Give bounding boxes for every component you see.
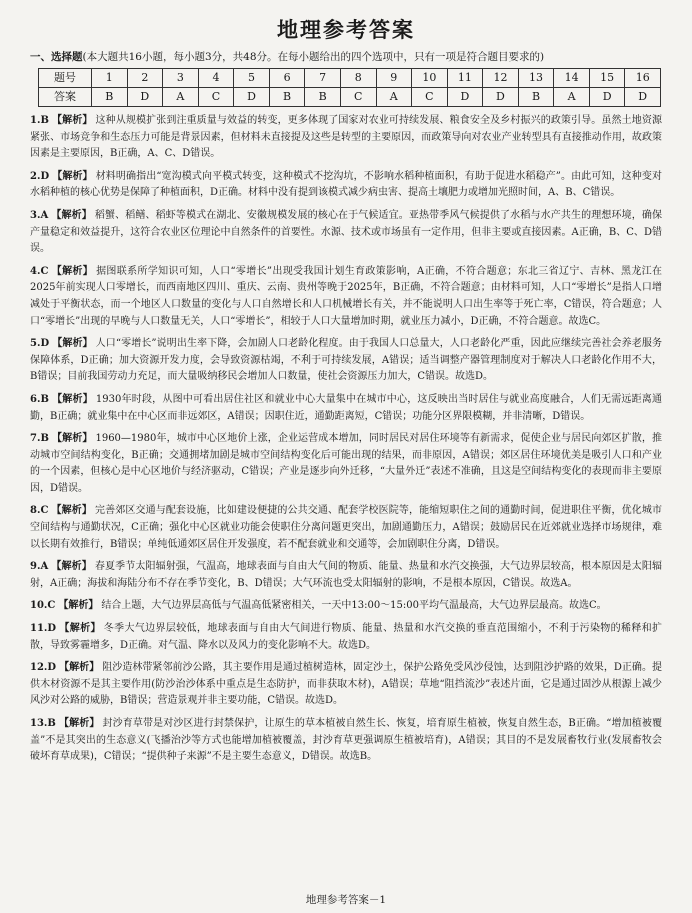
item-text: 结合上题，大气边界层高低与气温高低紧密相关，一天中13:00～15:00平均气温最高，大气边界层最高。故选C。 <box>101 600 607 612</box>
explanation-item <box>30 559 662 592</box>
question-number-cell: 5 <box>234 69 270 88</box>
answer-cell: B <box>269 88 305 107</box>
explanation-item <box>30 392 662 425</box>
explanation-item <box>30 264 662 330</box>
section-description: (本大题共16小题，每小题3分，共48分。在每小题给出的四个选项中，只有一项是符合题目要求的) <box>82 51 545 63</box>
analysis-tag: 【解析】 <box>51 115 93 126</box>
analysis-tag: 【解析】 <box>58 600 99 612</box>
analysis-tag: 【解析】 <box>52 338 93 350</box>
row-header-answer: 答案 <box>39 88 92 107</box>
question-number-cell: 3 <box>163 69 199 88</box>
explanation-item <box>30 113 662 163</box>
analysis-tag: 【解析】 <box>51 433 93 445</box>
answer-cell: A <box>554 88 590 107</box>
item-text: 阻沙造林带紧邻前沙公路，其主要作用是通过植树造林，固定沙土，保护公路免受风沙侵蚀，达到阻沙护路的效果，D正确。提供木材资源不是其主要作用(防沙治沙体系中重点是生态防护，而非获取木材)，A错误；草地“阻挡流沙”表述片面，它是通过固沙从根源上减少风沙对公路的威胁，B错误；营造景观并非主要功能，C错误。故选D。 <box>30 662 662 707</box>
analysis-tag: 【解析】 <box>52 170 93 182</box>
item-text: 人口“零增长”说明出生率下降，会加剧人口老龄化程度。由于我国人口总量大，人口老龄化严重，因此应继续完善社会养老服务保障体系，D正确；加大资源开发力度，会导致资源枯竭，不利于可持续发展，A错误；适当调整产器管理制度对于解决人口老龄化作用不大，B错误；目前我国劳动力充足，而大量吸纳移民会增加人口数量，使社会资源压力加大，C错误。故选D。 <box>30 338 662 383</box>
question-number-cell: 13 <box>518 69 554 88</box>
explanation-item <box>30 598 662 615</box>
item-text: 1930年时段，从图中可看出居住社区和就业中心大量集中在城市中心，这反映出当时居住与就业高度融合，人们无需远距离通勤，B正确；就业集中在中心区而非远郊区，A错误；因职住近，通勤距离短，C错误；功能分区界限模糊，并非清晰，D错误。 <box>30 393 663 422</box>
page-footer: 地理参考答案－1 <box>305 894 387 906</box>
question-number-cell: 4 <box>198 69 234 88</box>
question-number-cell: 11 <box>447 69 483 88</box>
answer-cell: D <box>447 88 483 107</box>
explanation-item <box>30 431 662 497</box>
analysis-tag: 【解析】 <box>59 623 101 635</box>
item-number: 12.D <box>30 662 57 674</box>
item-number: 8.C <box>30 505 49 517</box>
row-header-number: 题号 <box>39 69 92 88</box>
analysis-tag: 【解析】 <box>58 718 100 729</box>
explanation-item <box>30 336 662 386</box>
item-number: 7.B <box>30 433 49 445</box>
item-number: 11.D <box>30 623 57 635</box>
question-number-cell: 12 <box>483 69 519 88</box>
answer-cell: C <box>198 88 234 107</box>
explanation-item <box>30 169 662 202</box>
item-text: 冬季大气边界层较低，地球表面与自由大气间进行物质、能量、热量和水汽交换的垂直范围缩小，不利于污染物的稀释和扩散，导致雾霾增多，D正确。对气温、降水以及风力的变化影响不大。故选D。 <box>30 623 663 651</box>
item-number: 9.A <box>30 561 49 573</box>
analysis-tag: 【解析】 <box>51 209 92 221</box>
item-number: 3.A <box>30 209 49 221</box>
answer-cell: C <box>412 88 448 107</box>
item-text: 稻蟹、稻鳝、稻虾等模式在湖北、安徽规模发展的核心在于气候适宜。亚热带季风气候提供了水稻与水产共生的理想环境，确保产量稳定和效益提升，这符合农业区位理论中自然条件的首要性。水源、技术或市场虽有一定作用，但非主要或直接因素。A正确，B、C、D错误。 <box>30 209 663 255</box>
explanation-item <box>30 716 662 766</box>
analysis-tag: 【解析】 <box>51 561 92 573</box>
question-number-cell: 7 <box>305 69 341 88</box>
analysis-tag: 【解析】 <box>51 393 93 405</box>
answer-table <box>38 68 661 107</box>
item-text: 材料明确指出“宽沟模式向平模式转变，这种模式不挖沟坑，不影响水稻种植面积，有助于促进水稻稳产”。由此可知，这种变对水稻种植的核心优势是保障了种植面积，D正确。材料中没有提到该模式减少病虫害、提高土壤肥力或增加光照时间，A、B、C错误。 <box>30 170 662 199</box>
answer-cell: B <box>305 88 341 107</box>
answer-row <box>39 88 661 107</box>
item-text: 据图联系所学知识可知，人口“零增长”出现受我国计划生育政策影响，A正确，不符合题意；东北三省辽宁、吉林、黑龙江在2025年前实现人口零增长，而西南地区四川、重庆、云南、贵州等晚于2025年，B正确，不符合题意；由材料可知，人口“零增长”是指人口增减处于平衡状态，而一个地区人口数量的变化与人口自然增长和人口机械增长有关，并不能说明人口出生率等于死亡率，C错误，符合题意；人口“零增长”出现的早晚与人口数量无关，人口“零增长”，相较于人口大量增加时期，就业压力减小，D正确，不符合题意。故选C。 <box>30 265 663 327</box>
question-number-cell: 8 <box>340 69 376 88</box>
answer-cell: D <box>625 88 661 107</box>
question-number-cell: 6 <box>269 69 305 88</box>
question-number-cell: 10 <box>412 69 448 88</box>
item-text: 春夏季节太阳辐射强，气温高，地球表面与自由大气间的物质、能量、热量和水汽交换强，大气边界层较高，根本原因是太阳辐射，A正确；海拔和海陆分布不存在季节变化，B、D错误；大气环流也受太阳辐射的影响，不是根本原因，C错误。故选A。 <box>30 561 663 589</box>
explanation-item <box>30 660 662 710</box>
analysis-tag: 【解析】 <box>51 505 93 517</box>
answer-cell: B <box>518 88 554 107</box>
item-number: 5.D <box>30 338 50 350</box>
explanation-item <box>30 503 662 553</box>
question-number-cell: 15 <box>589 69 625 88</box>
answer-cell: D <box>589 88 625 107</box>
item-number: 4.C <box>30 265 49 277</box>
question-number-cell: 2 <box>127 69 163 88</box>
item-text: 这种从规模扩张到注重质量与效益的转变，更多体现了国家对农业可持续发展、粮食安全及乡村振兴的政策引导。虽然土地资源紧张、市场竞争和生态压力可能是背景因素，但材料未直接提及这些是转型的主要原因，而政策导向对农业产业转型具有直接推动作用，故政策因素是主要原因，B正确，A、C、D错误。 <box>30 115 663 160</box>
answer-cell: D <box>234 88 270 107</box>
item-text: 1960—1980年，城市中心区地价上涨，企业运营成本增加，同时居民对居住环境等有新需求，促使企业与居民向郊区扩散，推动城市空间结构变化，B正确；交通拥堵加剧是城市空间结构变化后可能出现的结果，而非原因，A错误；郊区居住环境优美是吸引人口和产业的一个因素，但核心是中心区地价与经济驱动，C错误；产业是逐步向外迁移，“大量外迁”表述不准确，且这是空间结构变化的表现而非主要原因，D错误。 <box>30 433 662 494</box>
item-text: 完善郊区交通与配套设施，比如建设便捷的公共交通、配套学校医院等，能缩短职住之间的通勤时间，促进职住平衡，优化城市空间结构与通勤状况，C正确；强化中心区就业功能会使职住分离问题更突出，加剧通勤压力，A错误；鼓励居民在近郊就业选择市场规律，难以长期有效推行，B错误；单纯低通郊区居住开发强度，若不配套就业和交通等，会加剧职住分离，D错误。 <box>30 505 663 550</box>
item-number: 2.D <box>30 170 50 182</box>
item-number: 10.C <box>30 600 56 612</box>
analysis-tag: 【解析】 <box>59 662 100 674</box>
explanation-item <box>30 621 662 654</box>
answer-cell: D <box>127 88 163 107</box>
question-number-row <box>39 69 661 88</box>
explanation-item <box>30 208 662 258</box>
page-title: 地理参考答案 <box>277 17 415 42</box>
answer-cell: A <box>163 88 199 107</box>
answer-cell: A <box>376 88 412 107</box>
answer-cell: D <box>483 88 519 107</box>
question-number-cell: 14 <box>554 69 590 88</box>
section-heading <box>30 50 662 64</box>
answer-cell: B <box>92 88 128 107</box>
question-number-cell: 9 <box>376 69 412 88</box>
answer-cell: C <box>340 88 376 107</box>
section-label: 一、选择题 <box>30 51 83 63</box>
item-number: 1.B <box>30 115 49 126</box>
item-number: 13.B <box>30 718 56 729</box>
explanation-list <box>30 113 662 766</box>
question-number-cell: 1 <box>92 69 128 88</box>
question-number-cell: 16 <box>625 69 661 88</box>
item-text: 封沙育草带是对沙区进行封禁保护，让原生的草本植被自然生长、恢复，培育原生植被，恢复自然生态，B正确。“增加植被覆盖”不是其突出的生态意义(飞播治沙等方式也能增加植被覆盖，封沙育草更强调原生植被培育)，A错误；其目的不是发展畜牧行业(发展畜牧会破坏育草成果)，C错误；“提供种子来源”不是主要生态意义，D错误。故选B。 <box>30 718 662 763</box>
analysis-tag: 【解析】 <box>51 265 94 277</box>
item-number: 6.B <box>30 393 49 405</box>
